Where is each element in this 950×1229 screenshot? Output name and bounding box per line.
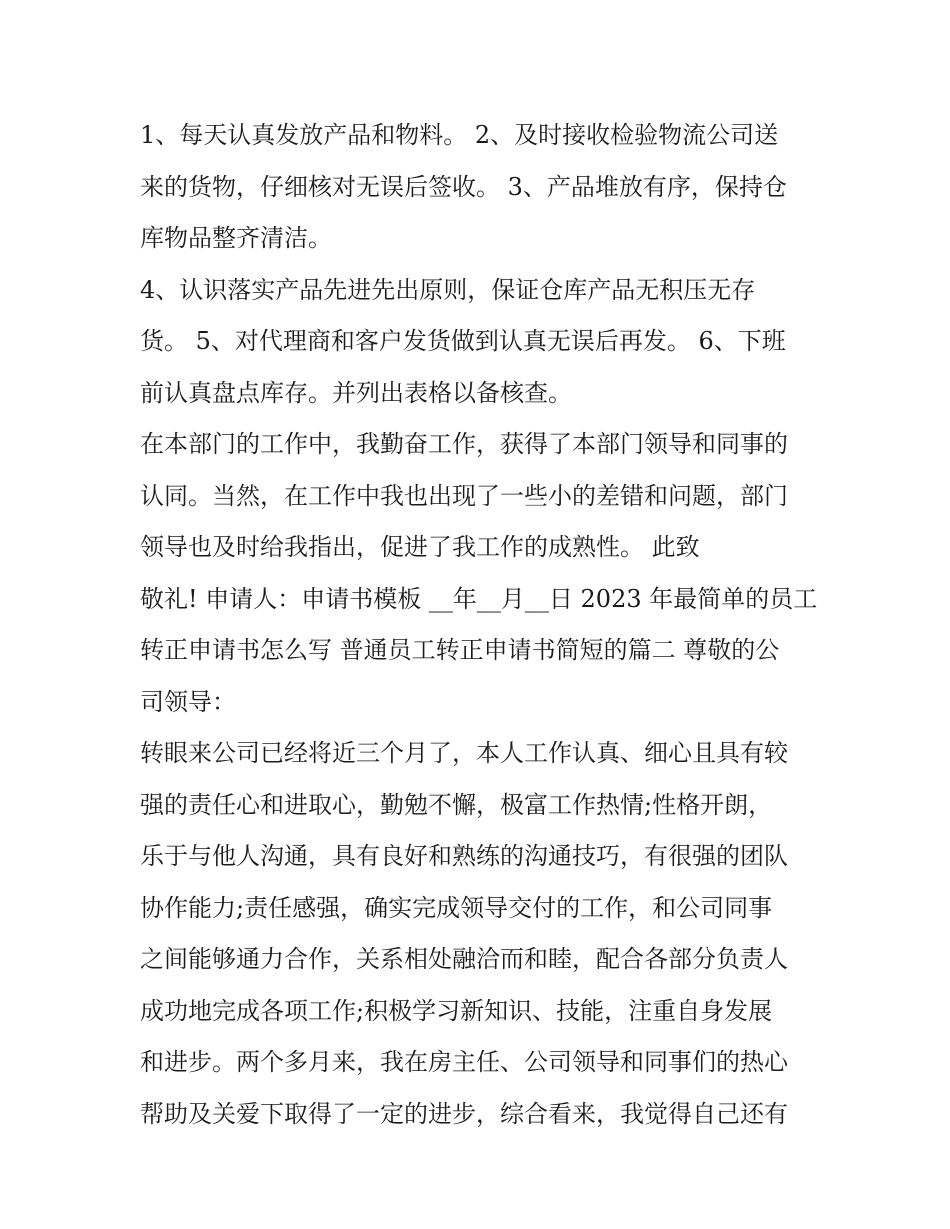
- text-line-12: 司领导：: [140, 687, 236, 716]
- text-line-9: 领导也及时给我指出，促进了我工作的成熟性。 此致: [140, 533, 700, 561]
- text-line-14: 强的责任心和进取心，勤勉不懈，极富工作热情;性格开朗，: [140, 790, 773, 819]
- text-line-17: 之间能够通力合作，关系相处融洽而和睦，配合各部分负责人: [140, 945, 788, 973]
- text-line-16: 协作能力;责任感强，确实完成领导交付的工作，和公司同事: [140, 893, 773, 922]
- text-line-4: 4、认识落实产品先进先出原则，保证仓库产品无积压无存: [140, 275, 756, 304]
- text-line-11: 转正申请书怎么写 普通员工转正申请书简短的篇二 尊敬的公: [140, 636, 780, 664]
- text-line-7: 在本部门的工作中，我勤奋工作，获得了本部门领导和同事的: [140, 430, 788, 458]
- text-line-18: 成功地完成各项工作;积极学习新知识、技能，注重自身发展: [140, 996, 773, 1025]
- text-line-3: 库物品整齐清洁。: [140, 224, 332, 252]
- text-line-13: 转眼来公司已经将近三个月了，本人工作认真、细心且具有较: [140, 739, 788, 767]
- text-line-15: 乐于与他人沟通，具有良好和熟练的沟通技巧，有很强的团队: [140, 842, 788, 870]
- text-line-5: 货。 5、对代理商和客户发货做到认真无误后再发。 6、下班: [140, 327, 786, 355]
- text-line-20: 帮助及关爱下取得了一定的进步，综合看来，我觉得自己还有: [140, 1099, 788, 1128]
- text-line-10: 敬礼! 申请人：申请书模板 __年__月__日 2023 年最简单的员工: [140, 584, 818, 613]
- text-line-8: 认同。当然，在工作中我也出现了一些小的差错和问题，部门: [140, 481, 788, 510]
- text-line-6: 前认真盘点库存。并列出表格以备核查。: [140, 378, 572, 407]
- text-line-2: 来的货物，仔细核对无误后签收。 3、产品堆放有序，保持仓: [140, 172, 787, 201]
- text-line-1: 1、每天认真发放产品和物料。 2、及时接收检验物流公司送: [140, 121, 779, 149]
- document-body: [140, 110, 830, 1140]
- text-line-19: 和进步。两个多月来，我在房主任、公司领导和同事们的热心: [140, 1048, 788, 1076]
